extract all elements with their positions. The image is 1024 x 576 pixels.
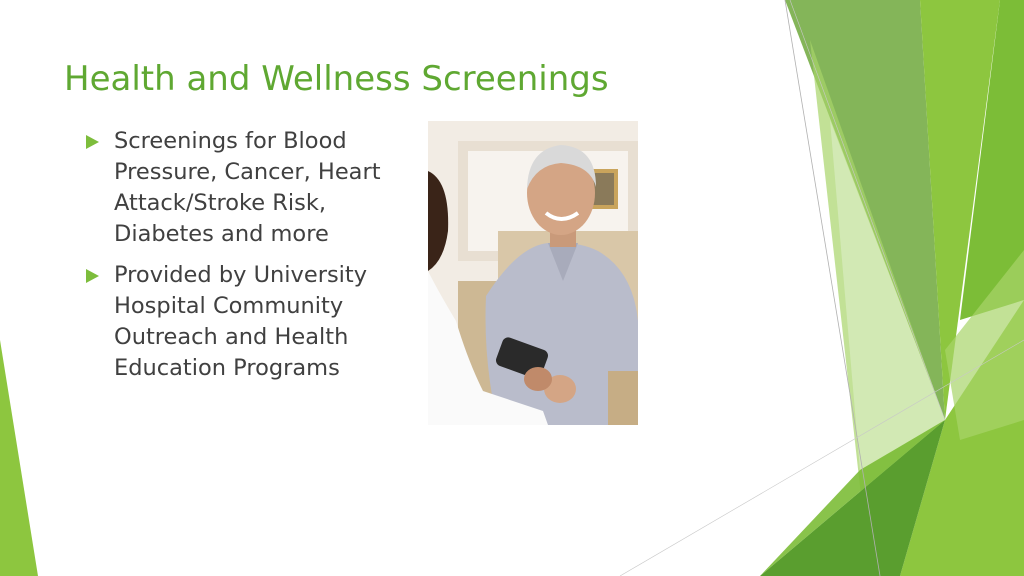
bullet-arrow-icon (86, 269, 99, 283)
bullet-item (84, 260, 404, 384)
bullet-text: Screenings for Blood Pressure, Cancer, Heart Attack/Stroke Risk, Diabetes and more (114, 128, 381, 247)
bullet-text: Provided by University Hospital Community Outreach and Health Education Programs (114, 262, 368, 381)
bullet-list (84, 126, 404, 394)
photo-senior-blood-pressure (428, 121, 638, 425)
slide-title: Health and Wellness Screenings (64, 59, 609, 99)
bullet-arrow-icon (86, 135, 99, 149)
bullet-item (84, 126, 404, 250)
